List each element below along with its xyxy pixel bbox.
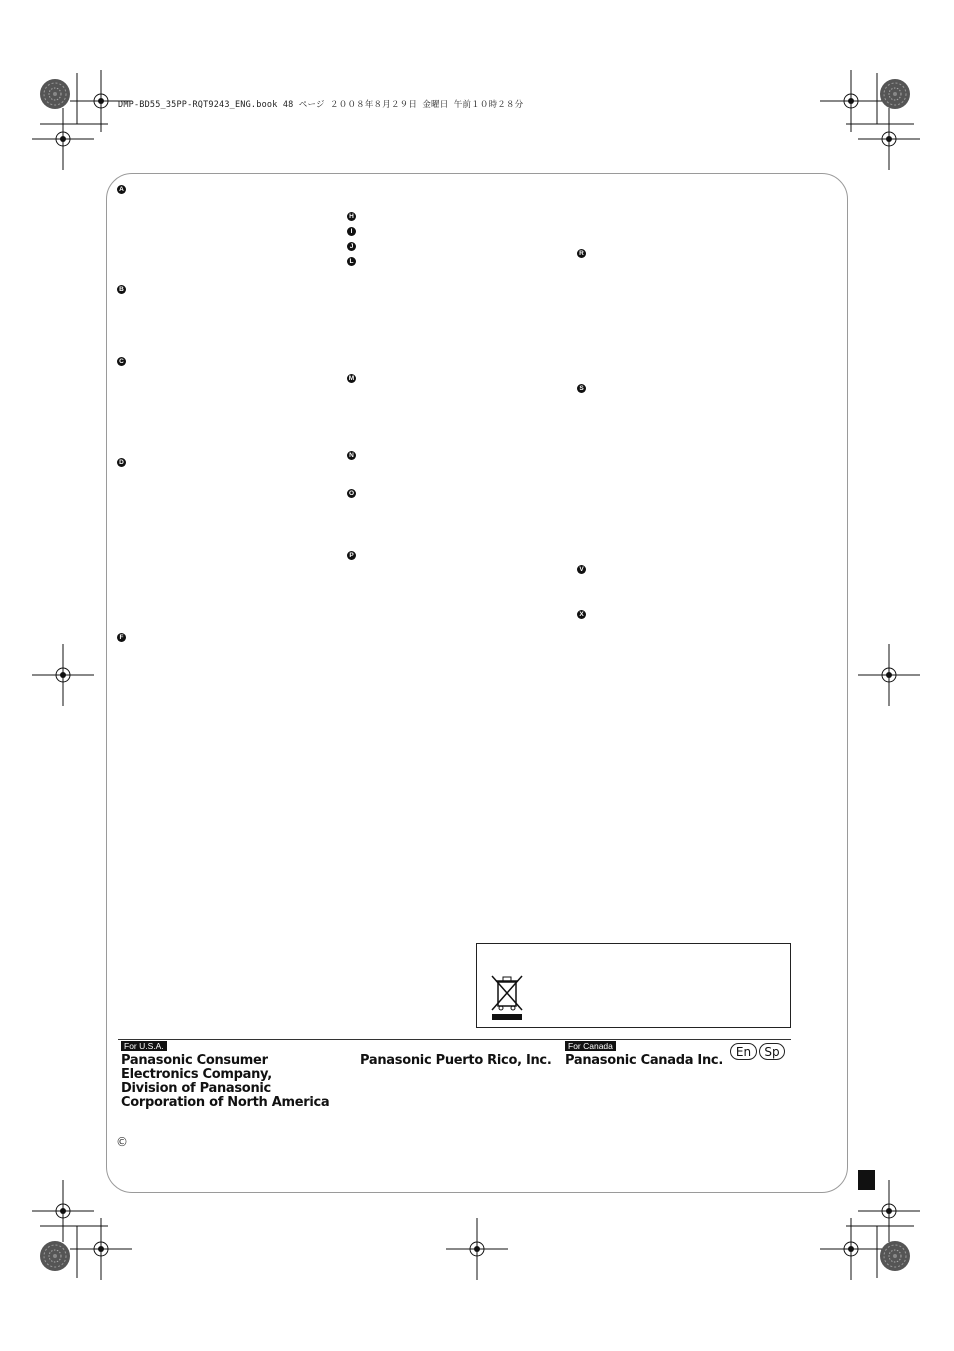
section-marker: P	[347, 551, 356, 560]
color-target-icon-top-right	[880, 79, 910, 109]
section-marker: R	[577, 249, 586, 258]
registration-mark-icon	[858, 644, 920, 706]
section-marker: V	[577, 565, 586, 574]
section-marker: M	[348, 375, 355, 382]
section-marker: C	[117, 357, 126, 366]
section-marker: A	[117, 185, 126, 194]
section-marker: S	[577, 384, 586, 393]
disposal-notice-box	[476, 943, 791, 1028]
canada-company-name: Panasonic Canada Inc.	[565, 1053, 723, 1068]
registration-mark-icon	[32, 644, 94, 706]
language-badge-en: En	[730, 1043, 757, 1060]
canada-tag: For Canada	[565, 1041, 616, 1051]
registration-mark-icon	[446, 1218, 508, 1280]
section-marker: F	[117, 633, 126, 642]
puerto-rico-company-name: Panasonic Puerto Rico, Inc.	[360, 1053, 552, 1068]
color-target-icon-top-left	[40, 79, 70, 109]
registration-mark-icon	[32, 1180, 94, 1242]
section-marker: B	[117, 285, 126, 294]
section-marker: O	[348, 490, 355, 497]
section-marker: J	[347, 242, 356, 251]
language-badge-sp: Sp	[759, 1043, 785, 1060]
copyright-symbol: ©	[116, 1135, 128, 1149]
usa-tag: For U.S.A.	[121, 1041, 167, 1051]
section-marker: L	[347, 257, 356, 266]
registration-mark-icon	[70, 1218, 132, 1280]
section-marker: D	[117, 458, 126, 467]
page-frame	[106, 173, 848, 1193]
section-marker: X	[577, 610, 586, 619]
registration-mark-icon	[32, 108, 94, 170]
section-marker: N	[347, 451, 356, 460]
registration-mark-icon	[820, 1218, 882, 1280]
color-target-icon-bottom-right	[880, 1241, 910, 1271]
color-target-icon-bottom-left	[40, 1241, 70, 1271]
page-edge-tab	[858, 1170, 875, 1190]
registration-mark-icon	[820, 70, 882, 132]
section-marker: I	[347, 227, 356, 236]
usa-company-name: Panasonic Consumer Electronics Company, Division of Panasonic Corporation of North America	[121, 1053, 330, 1110]
crossed-out-wheelie-bin-icon	[490, 974, 524, 1022]
print-file-header: DMP-BD55_35PP-RQT9243_ENG.book 48 ページ ２００８年８月２９日 金曜日 午前１０時２８分	[118, 100, 524, 110]
registration-mark-icon	[858, 108, 920, 170]
footer-divider	[118, 1039, 791, 1040]
section-marker: H	[347, 212, 356, 221]
